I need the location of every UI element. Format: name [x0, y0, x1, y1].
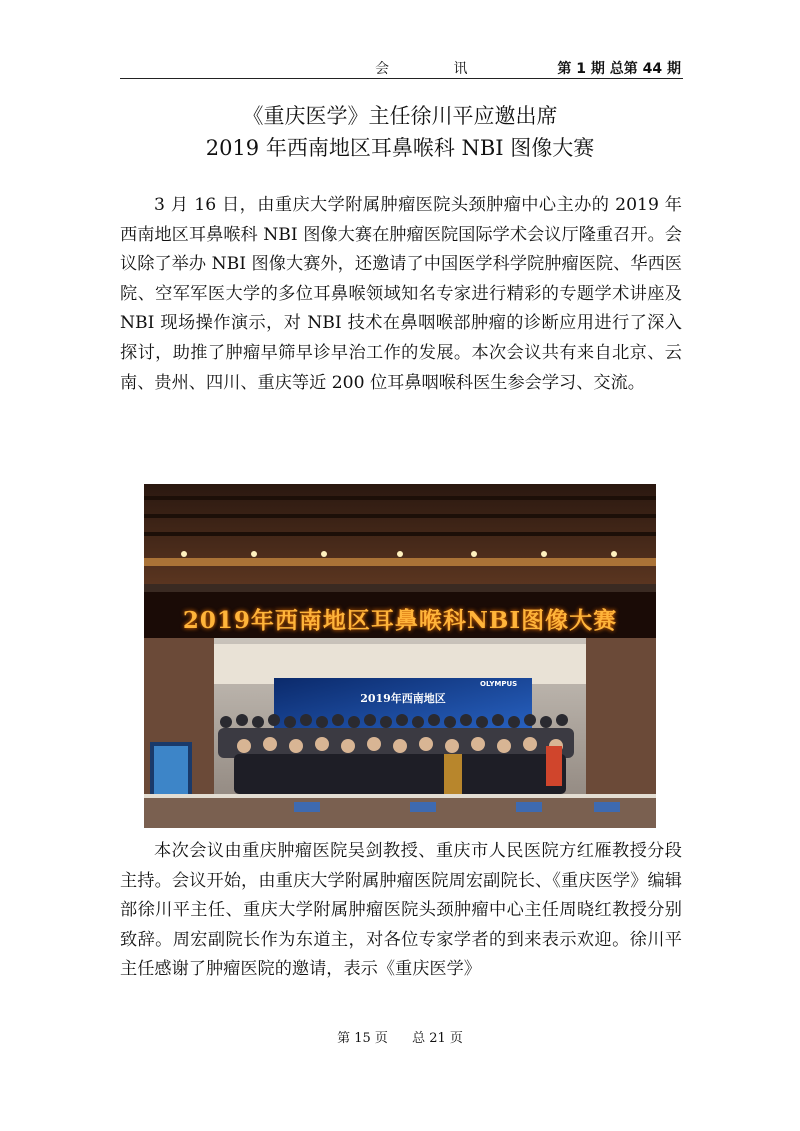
header-section: 会 讯	[375, 61, 498, 77]
paragraph-1: 3 月 16 日，由重庆大学附属肿瘤医院头颈肿瘤中心主办的 2019 年西南地区耳鼻喉科 NBI 图像大赛在肿瘤医院国际学术会议厅隆重召开。会议除了举办 NBI 图像大赛外，还邀请了中国医学科学院肿瘤医院、华西医院、空军军医大学的多位耳鼻喉领域知名专家进行精彩的专题学术讲座及 NBI 现场操作演示，对 NBI 技术在鼻咽喉部肿瘤的诊断应用进行了深入探讨，助推了肿瘤早筛早诊早治工作的发展。本次会议共有来自北京、云南、贵州、四川、重庆等近 200 位耳鼻咽喉科医生参会学习、交流。	[120, 195, 682, 393]
paragraph-2: 本次会议由重庆肿瘤医院吴剑教授、重庆市人民医院方红雁教授分段主持。会议开始，由重庆大学附属肿瘤医院周宏副院长、《重庆医学》编辑部徐川平主任、重庆大学附属肿瘤医院头颈肿瘤中心主任周晓红教授分别致辞。周宏副院长作为东道主，对各位专家学者的到来表示欢迎。徐川平主任感谢了肿瘤医院的邀请，表示《重庆医学》	[120, 841, 682, 980]
page-footer	[0, 1027, 800, 1046]
banner-text: 2019年西南地区耳鼻喉科NBI图像大赛	[182, 607, 618, 634]
page-number: 第 15 页	[337, 1031, 388, 1046]
total-pages: 总 21 页	[412, 1031, 463, 1046]
screen-title-text: 2019年西南地区	[360, 692, 446, 705]
article-title-line-2: 2019 年西南地区耳鼻喉科 NBI 图像大赛	[205, 136, 595, 160]
event-group-photo	[144, 484, 656, 828]
olympus-logo: OLYMPUS	[480, 680, 518, 688]
article-title-line-1: 《重庆医学》主任徐川平应邀出席	[242, 104, 558, 128]
page-header	[120, 52, 683, 79]
header-issue: 第 1 期 总第 44 期	[557, 61, 681, 77]
